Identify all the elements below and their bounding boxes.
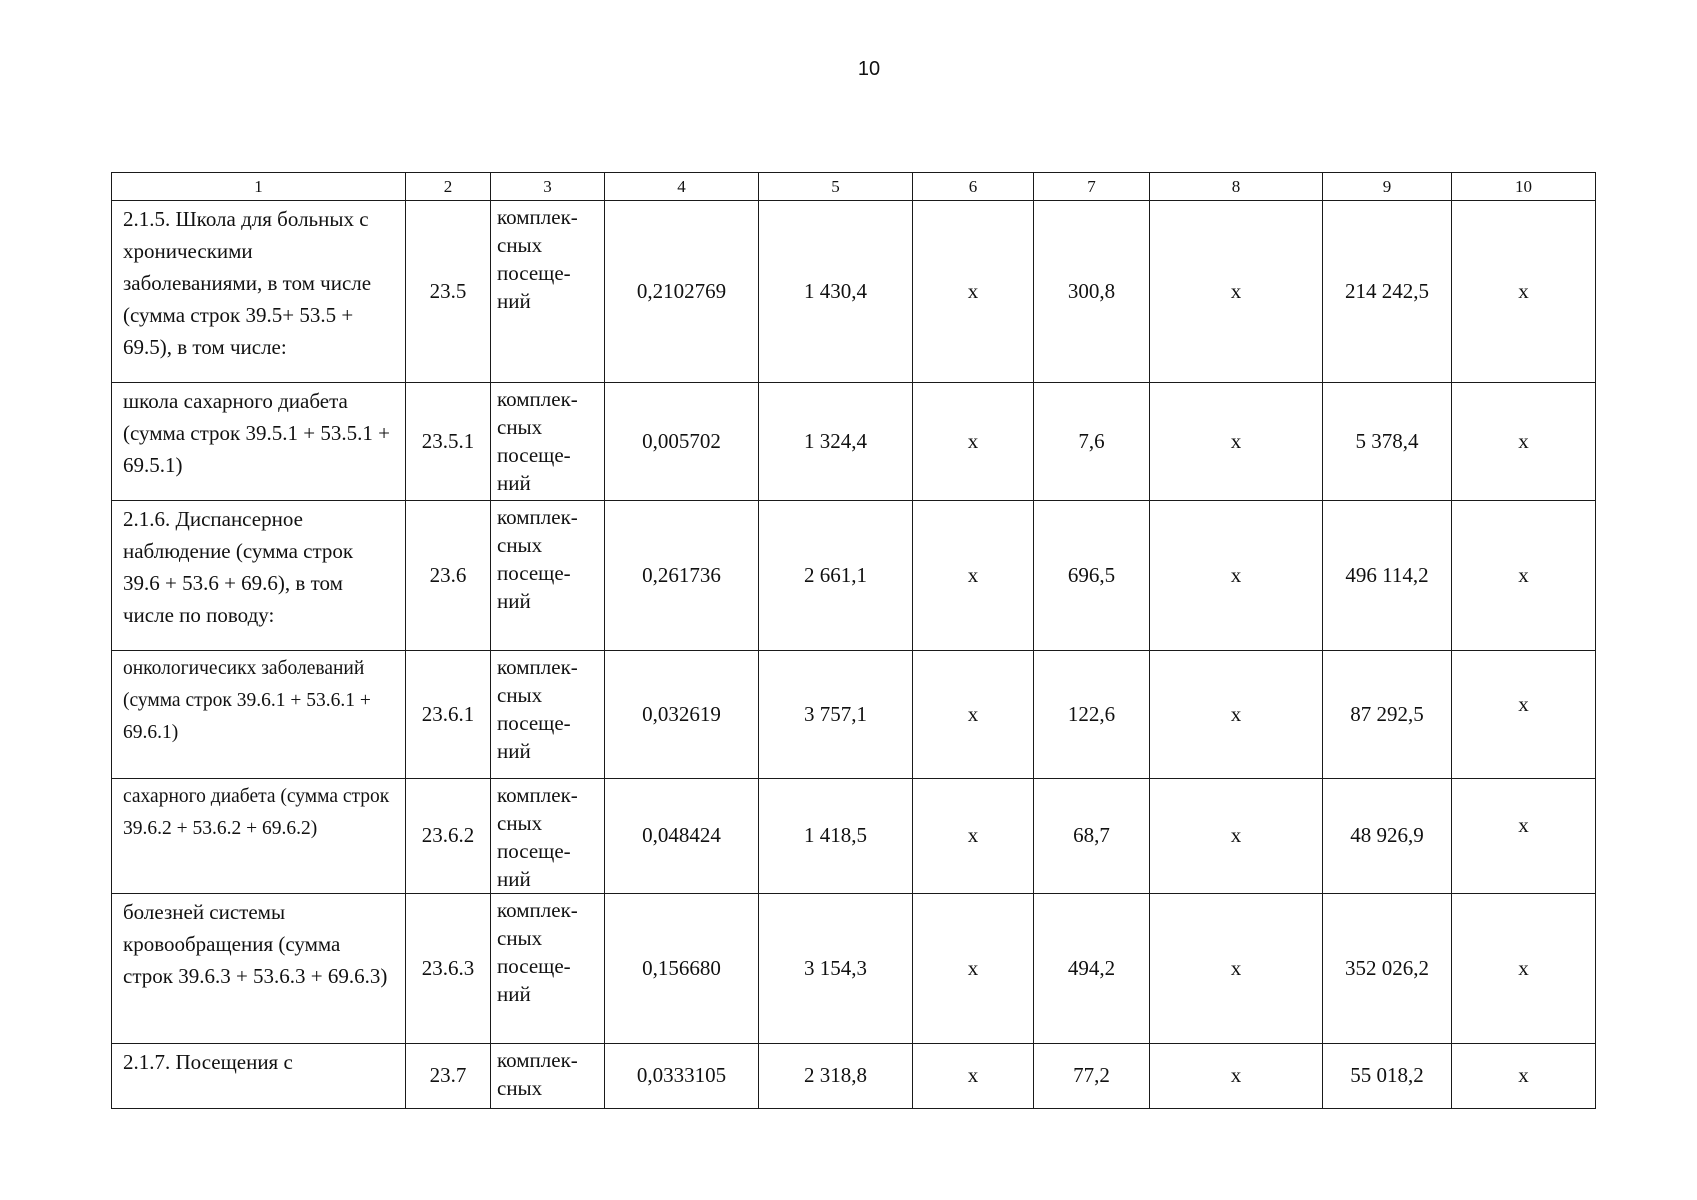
column-number: 3: [491, 173, 605, 201]
row-value-7: 7,6: [1034, 383, 1150, 501]
row-value-10: х: [1452, 383, 1596, 501]
row-name: 2.1.7. Посещения с: [112, 1044, 406, 1109]
row-value-6: х: [913, 1044, 1034, 1109]
row-name: 2.1.6. Диспансерное наблюдение (сумма строк 39.6 + 53.6 + 69.6), в том числе по поводу:: [112, 501, 406, 651]
row-value-6: х: [913, 383, 1034, 501]
column-number: 1: [112, 173, 406, 201]
row-value-6: х: [913, 894, 1034, 1044]
row-value-6: х: [913, 651, 1034, 779]
row-value-9: 214 242,5: [1323, 201, 1452, 383]
row-unit: комплек-сных посеще-ний: [491, 383, 605, 501]
row-name: онкологичесикх заболеваний (сумма строк 39.6.1 + 53.6.1 + 69.6.1): [112, 651, 406, 779]
row-value-8: х: [1150, 651, 1323, 779]
row-unit: комплек-сных посеще-ний: [491, 651, 605, 779]
row-value-10-text: х: [1518, 691, 1529, 716]
row-value-5: 1 418,5: [759, 779, 913, 894]
row-code: 23.5.1: [406, 383, 491, 501]
row-unit: комплек-сных посеще-ний: [491, 894, 605, 1044]
row-value-9: 87 292,5: [1323, 651, 1452, 779]
table-row: [112, 383, 1596, 501]
row-value-10: [1452, 651, 1596, 779]
data-table: [111, 172, 1596, 1109]
row-value-4: 0,005702: [605, 383, 759, 501]
row-value-10: [1452, 779, 1596, 894]
table-row: [112, 201, 1596, 383]
row-value-7: 68,7: [1034, 779, 1150, 894]
row-value-8: х: [1150, 1044, 1323, 1109]
row-value-8: х: [1150, 501, 1323, 651]
row-value-4: 0,0333105: [605, 1044, 759, 1109]
row-value-8: х: [1150, 201, 1323, 383]
row-value-9: 5 378,4: [1323, 383, 1452, 501]
row-value-7: 122,6: [1034, 651, 1150, 779]
table-row: [112, 779, 1596, 894]
row-name: болезней системы кровообращения (сумма строк 39.6.3 + 53.6.3 + 69.6.3): [112, 894, 406, 1044]
row-value-5: 1 430,4: [759, 201, 913, 383]
row-value-6: х: [913, 779, 1034, 894]
column-number: 5: [759, 173, 913, 201]
column-number-row: [112, 173, 1596, 201]
row-value-8: х: [1150, 383, 1323, 501]
row-value-4: 0,156680: [605, 894, 759, 1044]
row-name: школа сахарного диабета (сумма строк 39.5.1 + 53.5.1 + 69.5.1): [112, 383, 406, 501]
column-number: 2: [406, 173, 491, 201]
column-number: 6: [913, 173, 1034, 201]
row-value-4: 0,048424: [605, 779, 759, 894]
column-number: 10: [1452, 173, 1596, 201]
row-value-7: 696,5: [1034, 501, 1150, 651]
row-name: 2.1.5. Школа для больных с хроническими заболеваниями, в том числе (сумма строк 39.5+ 53.5 + 69.5), в том числе:: [112, 201, 406, 383]
table-row: [112, 1044, 1596, 1109]
row-value-9: 352 026,2: [1323, 894, 1452, 1044]
row-code: 23.6: [406, 501, 491, 651]
column-number: 7: [1034, 173, 1150, 201]
row-value-6: х: [913, 201, 1034, 383]
row-value-10: х: [1452, 894, 1596, 1044]
row-value-10-text: х: [1518, 813, 1529, 838]
row-value-5: 1 324,4: [759, 383, 913, 501]
row-value-10: х: [1452, 201, 1596, 383]
table-row: [112, 651, 1596, 779]
row-value-10: х: [1452, 501, 1596, 651]
row-unit: комплек-сных: [491, 1044, 605, 1109]
row-value-5: 2 661,1: [759, 501, 913, 651]
row-value-7: 494,2: [1034, 894, 1150, 1044]
row-unit: комплек-сных посеще-ний: [491, 201, 605, 383]
row-name: сахарного диабета (сумма строк 39.6.2 + 53.6.2 + 69.6.2): [112, 779, 406, 894]
row-value-5: 2 318,8: [759, 1044, 913, 1109]
row-value-7: 77,2: [1034, 1044, 1150, 1109]
row-value-8: х: [1150, 779, 1323, 894]
row-value-4: 0,032619: [605, 651, 759, 779]
row-unit: комплек-сных посеще-ний: [491, 501, 605, 651]
row-value-7: 300,8: [1034, 201, 1150, 383]
row-code: 23.5: [406, 201, 491, 383]
table-row: [112, 894, 1596, 1044]
column-number: 8: [1150, 173, 1323, 201]
page-number: 10: [857, 58, 881, 80]
row-value-8: х: [1150, 894, 1323, 1044]
row-unit: комплек-сных посеще-ний: [491, 779, 605, 894]
row-value-4: 0,261736: [605, 501, 759, 651]
column-number: 9: [1323, 173, 1452, 201]
row-value-9: 55 018,2: [1323, 1044, 1452, 1109]
table-row: [112, 501, 1596, 651]
row-value-6: х: [913, 501, 1034, 651]
row-value-9: 496 114,2: [1323, 501, 1452, 651]
row-value-4: 0,2102769: [605, 201, 759, 383]
column-number: 4: [605, 173, 759, 201]
row-code: 23.6.1: [406, 651, 491, 779]
row-value-9: 48 926,9: [1323, 779, 1452, 894]
row-value-5: 3 757,1: [759, 651, 913, 779]
row-code: 23.6.3: [406, 894, 491, 1044]
row-value-5: 3 154,3: [759, 894, 913, 1044]
row-code: 23.6.2: [406, 779, 491, 894]
row-code: 23.7: [406, 1044, 491, 1109]
row-value-10: х: [1452, 1044, 1596, 1109]
